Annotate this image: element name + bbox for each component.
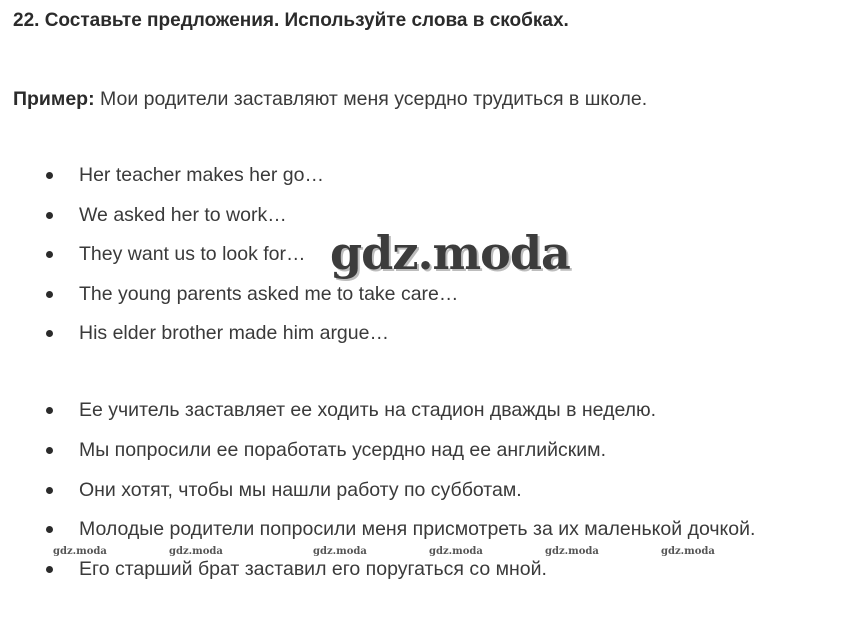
bullet-icon	[46, 487, 53, 494]
list-item-text: Молодые родители попросили меня присмотреть за их маленькой дочкой.	[79, 518, 756, 540]
list-item-text: His elder brother made him argue…	[79, 322, 389, 344]
watermark-small: gdz.moda	[661, 546, 715, 557]
bullet-icon	[46, 212, 53, 219]
example-sentence	[13, 88, 647, 111]
bullet-icon	[46, 330, 53, 337]
bullet-icon	[46, 526, 53, 533]
list-item-text: Его старший брат заставил его поругаться со мной.	[79, 558, 547, 580]
list-item-text: They want us to look for…	[79, 243, 306, 265]
bullet-icon	[46, 407, 53, 414]
list-item-text: The young parents asked me to take care…	[79, 283, 459, 305]
list-item-text: Они хотят, чтобы мы нашли работу по субботам.	[79, 479, 522, 501]
bullet-icon	[46, 566, 53, 573]
bullet-icon	[46, 251, 53, 258]
bullet-icon	[46, 447, 53, 454]
list-item-text: Her teacher makes her go…	[79, 164, 324, 186]
example-label: Пример:	[13, 88, 95, 110]
watermark-small: gdz.moda	[429, 546, 483, 557]
bullet-icon	[46, 291, 53, 298]
watermark-small: gdz.moda	[169, 546, 223, 557]
watermark-small: gdz.moda	[545, 546, 599, 557]
list-item-text: Мы попросили ее поработать усердно над ее английским.	[79, 439, 606, 461]
example-text: Мои родители заставляют меня усердно трудиться в школе.	[94, 88, 648, 110]
watermark: gdz.moda	[330, 226, 570, 280]
watermark-small: gdz.moda	[313, 546, 367, 557]
bullet-icon	[46, 172, 53, 179]
exercise-title: 22. Составьте предложения. Используйте слова в скобках.	[13, 10, 569, 31]
watermark-small: gdz.moda	[53, 546, 107, 557]
list-item-text: We asked her to work…	[79, 204, 287, 226]
list-item-text: Ее учитель заставляет ее ходить на стадион дважды в неделю.	[79, 399, 657, 421]
